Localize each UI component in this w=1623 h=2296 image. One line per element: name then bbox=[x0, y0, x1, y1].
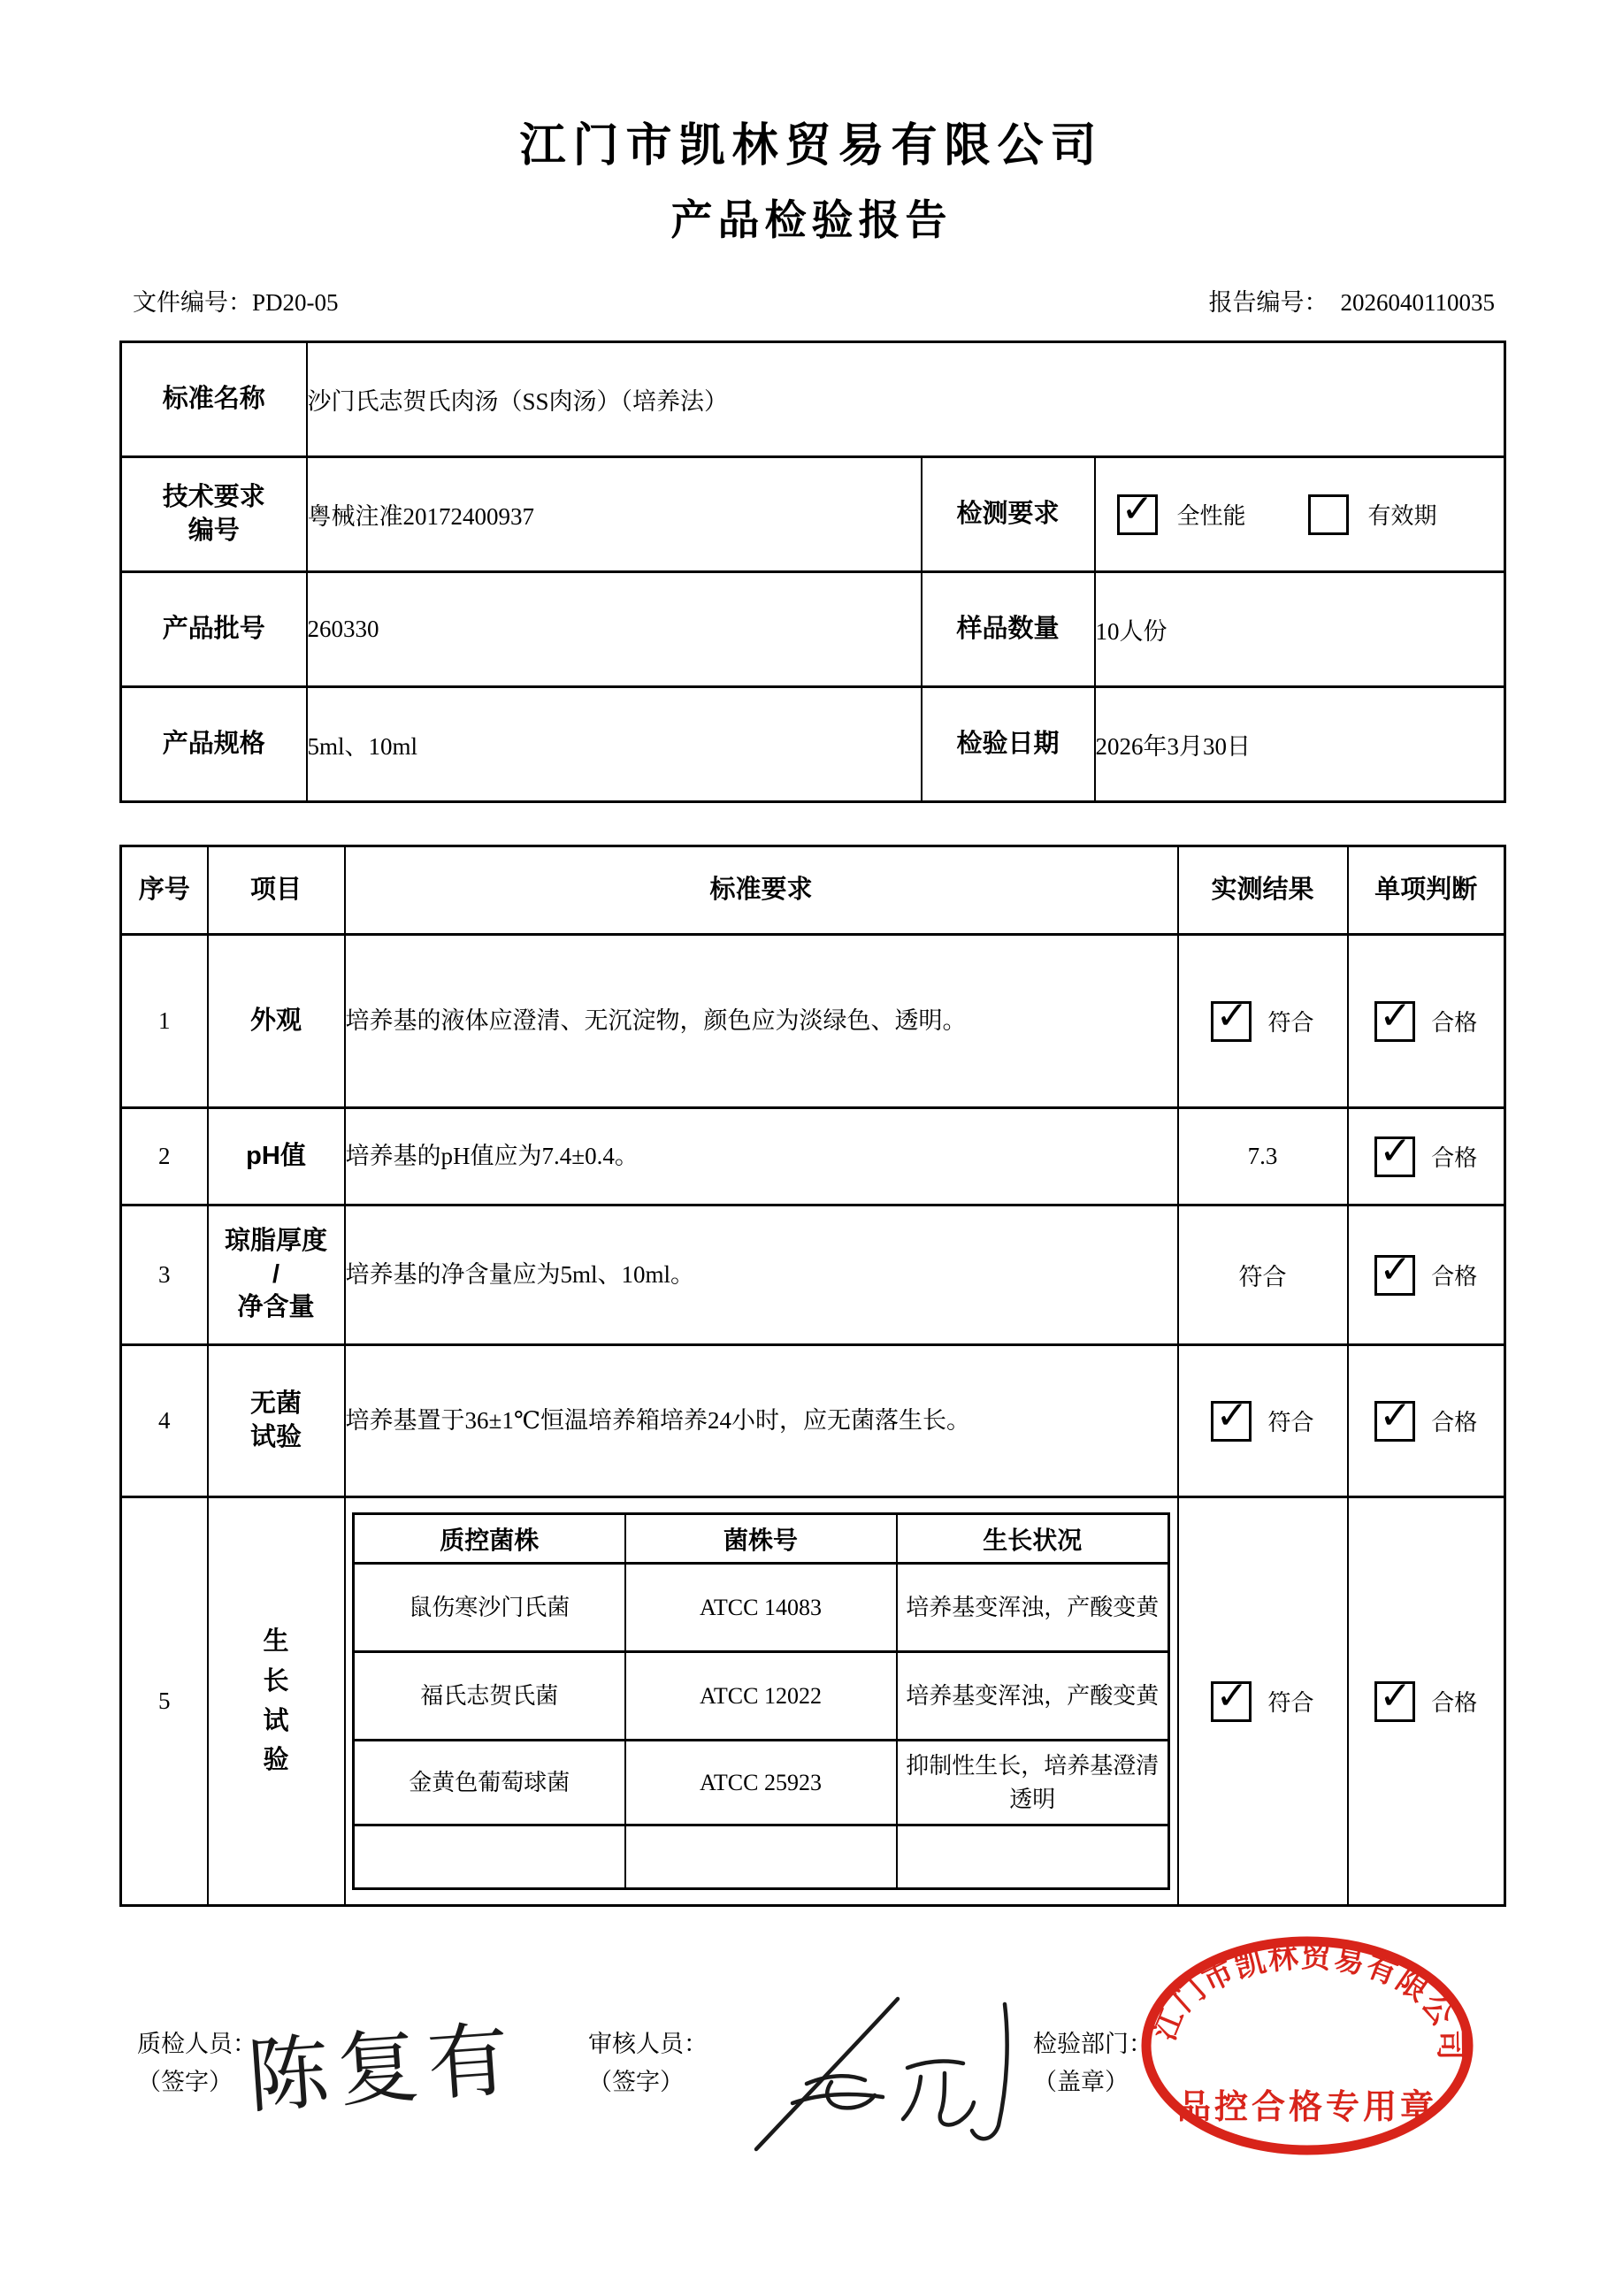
row-result-value: 7.3 bbox=[1178, 1108, 1348, 1205]
row-item bbox=[208, 1497, 345, 1906]
judgement-label: 合格 bbox=[1431, 1010, 1478, 1036]
row-no: 1 bbox=[121, 935, 208, 1108]
inspection-dept-label: 检验部门： （盖章） bbox=[1033, 2031, 1152, 2096]
inspect-date-label: 检验日期 bbox=[922, 687, 1095, 802]
batch-value: 260330 bbox=[307, 572, 922, 687]
row-no: 3 bbox=[121, 1205, 208, 1345]
checkbox-result-1[interactable] bbox=[1211, 1001, 1252, 1042]
table-row bbox=[121, 342, 1505, 457]
table-header-row bbox=[354, 1514, 1169, 1564]
report-number-label: 报告编号： bbox=[1208, 289, 1328, 316]
table-row-growth-test bbox=[121, 1497, 1505, 1906]
table-row bbox=[354, 1564, 1169, 1652]
qc-person-label: 质检人员： （签字） bbox=[137, 2031, 256, 2096]
checkbox-judgement-3[interactable] bbox=[1374, 1255, 1415, 1296]
product-info-table bbox=[119, 341, 1506, 803]
judgement-label: 合格 bbox=[1431, 1410, 1478, 1435]
col-header-growth: 生长状况 bbox=[897, 1514, 1169, 1564]
row-requirement: 培养基的液体应澄清、无沉淀物，颜色应为淡绿色、透明。 bbox=[345, 935, 1178, 1108]
table-row bbox=[121, 687, 1505, 802]
growth-status bbox=[897, 1825, 1169, 1889]
col-header-judgement: 单项判断 bbox=[1348, 846, 1505, 935]
strain-name: 福氏志贺氏菌 bbox=[354, 1652, 625, 1741]
checkbox-full-performance[interactable] bbox=[1117, 494, 1158, 535]
growth-status: 培养基变浑浊，产酸变黄 bbox=[897, 1564, 1169, 1652]
checkbox-judgement-5[interactable] bbox=[1374, 1681, 1415, 1722]
document-number-value: PD20-05 bbox=[252, 289, 339, 316]
spec-value: 5ml、10ml bbox=[307, 687, 922, 802]
table-header-row bbox=[121, 846, 1505, 935]
row-no: 2 bbox=[121, 1108, 208, 1205]
report-title: 产品检验报告 bbox=[670, 198, 953, 244]
row-judgement bbox=[1348, 1345, 1505, 1497]
growth-status: 培养基变浑浊，产酸变黄 bbox=[897, 1652, 1169, 1741]
row-no: 5 bbox=[121, 1497, 208, 1906]
result-label: 符合 bbox=[1267, 1410, 1314, 1435]
row-item: 外观 bbox=[208, 935, 345, 1108]
strain-no: ATCC 12022 bbox=[625, 1652, 897, 1741]
checkbox-judgement-4[interactable] bbox=[1374, 1401, 1415, 1442]
judgement-label: 合格 bbox=[1431, 1145, 1478, 1171]
col-header-no: 序号 bbox=[121, 846, 208, 935]
report-number bbox=[1209, 283, 1496, 318]
company-name-title: 江门市凯林贸易有限公司 bbox=[519, 121, 1104, 172]
result-label: 符合 bbox=[1267, 1010, 1314, 1036]
strain-no: ATCC 14083 bbox=[625, 1564, 897, 1652]
sample-qty-label: 样品数量 bbox=[922, 572, 1095, 687]
row-no: 4 bbox=[121, 1345, 208, 1497]
row-judgement bbox=[1348, 1205, 1505, 1345]
inspect-requirement-label: 检测要求 bbox=[922, 457, 1095, 572]
standard-name-value: 沙门氏志贺氏肉汤（SS肉汤）（培养法） bbox=[307, 342, 1505, 457]
inspect-date-value: 2026年3月30日 bbox=[1095, 687, 1505, 802]
table-row-net-content bbox=[121, 1205, 1505, 1345]
strain-name: 金黄色葡萄球菌 bbox=[354, 1741, 625, 1825]
row-result bbox=[1178, 1497, 1348, 1906]
judgement-label: 合格 bbox=[1431, 1690, 1478, 1716]
table-row-ph bbox=[121, 1108, 1505, 1205]
checkbox-result-4[interactable] bbox=[1211, 1401, 1252, 1442]
row-item: 琼脂厚度 / 净含量 bbox=[208, 1205, 345, 1345]
row-judgement bbox=[1348, 1108, 1505, 1205]
table-row bbox=[354, 1741, 1169, 1825]
row-requirement: 培养基置于36±1℃恒温培养箱培养24小时，应无菌落生长。 bbox=[345, 1345, 1178, 1497]
inspect-requirement-options bbox=[1095, 457, 1505, 572]
result-label: 符合 bbox=[1267, 1690, 1314, 1716]
col-header-requirement: 标准要求 bbox=[345, 846, 1178, 935]
table-row bbox=[121, 457, 1505, 572]
table-row-appearance bbox=[121, 935, 1505, 1108]
document-number-label: 文件编号： bbox=[133, 289, 252, 316]
stamp-line-text: 品控合格专用章 bbox=[1176, 2089, 1438, 2126]
stamp-arc-text: 江门市凯林贸易有限公司 bbox=[1148, 1940, 1466, 2063]
strain-name bbox=[354, 1825, 625, 1889]
table-row bbox=[121, 572, 1505, 687]
standard-name-label: 标准名称 bbox=[121, 342, 307, 457]
review-signature bbox=[708, 1979, 1061, 2165]
table-row bbox=[354, 1652, 1169, 1741]
row-judgement bbox=[1348, 935, 1505, 1108]
growth-status: 抑制性生长，培养基澄清透明 bbox=[897, 1741, 1169, 1825]
qc-strain-table bbox=[352, 1512, 1170, 1890]
row-item: pH值 bbox=[208, 1108, 345, 1205]
checkbox-validity-period-label: 有效期 bbox=[1367, 503, 1437, 529]
checkbox-result-5[interactable] bbox=[1211, 1681, 1252, 1722]
document-number bbox=[133, 283, 339, 318]
col-header-item: 项目 bbox=[208, 846, 345, 935]
svg-text:陈复有: 陈复有 bbox=[244, 2014, 521, 2124]
review-person-label: 审核人员： （签字） bbox=[588, 2031, 708, 2096]
company-stamp bbox=[1134, 1930, 1488, 2177]
row-result bbox=[1178, 935, 1348, 1108]
col-header-strain-no: 菌株号 bbox=[625, 1514, 897, 1564]
report-number-value: 2026040110035 bbox=[1340, 289, 1495, 316]
tech-requirement-no-value: 粤械注准20172400937 bbox=[307, 457, 922, 572]
checkbox-judgement-2[interactable] bbox=[1374, 1137, 1415, 1177]
strain-no bbox=[625, 1825, 897, 1889]
checkbox-full-performance-label: 全性能 bbox=[1176, 503, 1246, 529]
row-requirement: 培养基的pH值应为7.4±0.4。 bbox=[345, 1108, 1178, 1205]
table-row-sterility bbox=[121, 1345, 1505, 1497]
row-result-value: 符合 bbox=[1178, 1205, 1348, 1345]
qc-signature bbox=[237, 1988, 529, 2156]
checkbox-judgement-1[interactable] bbox=[1374, 1001, 1415, 1042]
col-header-strain: 质控菌株 bbox=[354, 1514, 625, 1564]
row-judgement bbox=[1348, 1497, 1505, 1906]
row-item: 无菌 试验 bbox=[208, 1345, 345, 1497]
growth-test-detail-cell bbox=[345, 1497, 1178, 1906]
table-row-empty bbox=[354, 1825, 1169, 1889]
spec-label: 产品规格 bbox=[121, 687, 307, 802]
strain-no: ATCC 25923 bbox=[625, 1741, 897, 1825]
sample-qty-value: 10人份 bbox=[1095, 572, 1505, 687]
growth-test-vertical-label: 生长试验 bbox=[263, 1626, 289, 1775]
col-header-result: 实测结果 bbox=[1178, 846, 1348, 935]
judgement-label: 合格 bbox=[1431, 1264, 1478, 1290]
row-requirement: 培养基的净含量应为5ml、10ml。 bbox=[345, 1205, 1178, 1345]
batch-label: 产品批号 bbox=[121, 572, 307, 687]
tech-requirement-no-label: 技术要求 编号 bbox=[121, 457, 307, 572]
checkbox-validity-period[interactable] bbox=[1308, 494, 1349, 535]
strain-name: 鼠伤寒沙门氏菌 bbox=[354, 1564, 625, 1652]
test-results-table bbox=[119, 845, 1506, 1907]
row-result bbox=[1178, 1345, 1348, 1497]
